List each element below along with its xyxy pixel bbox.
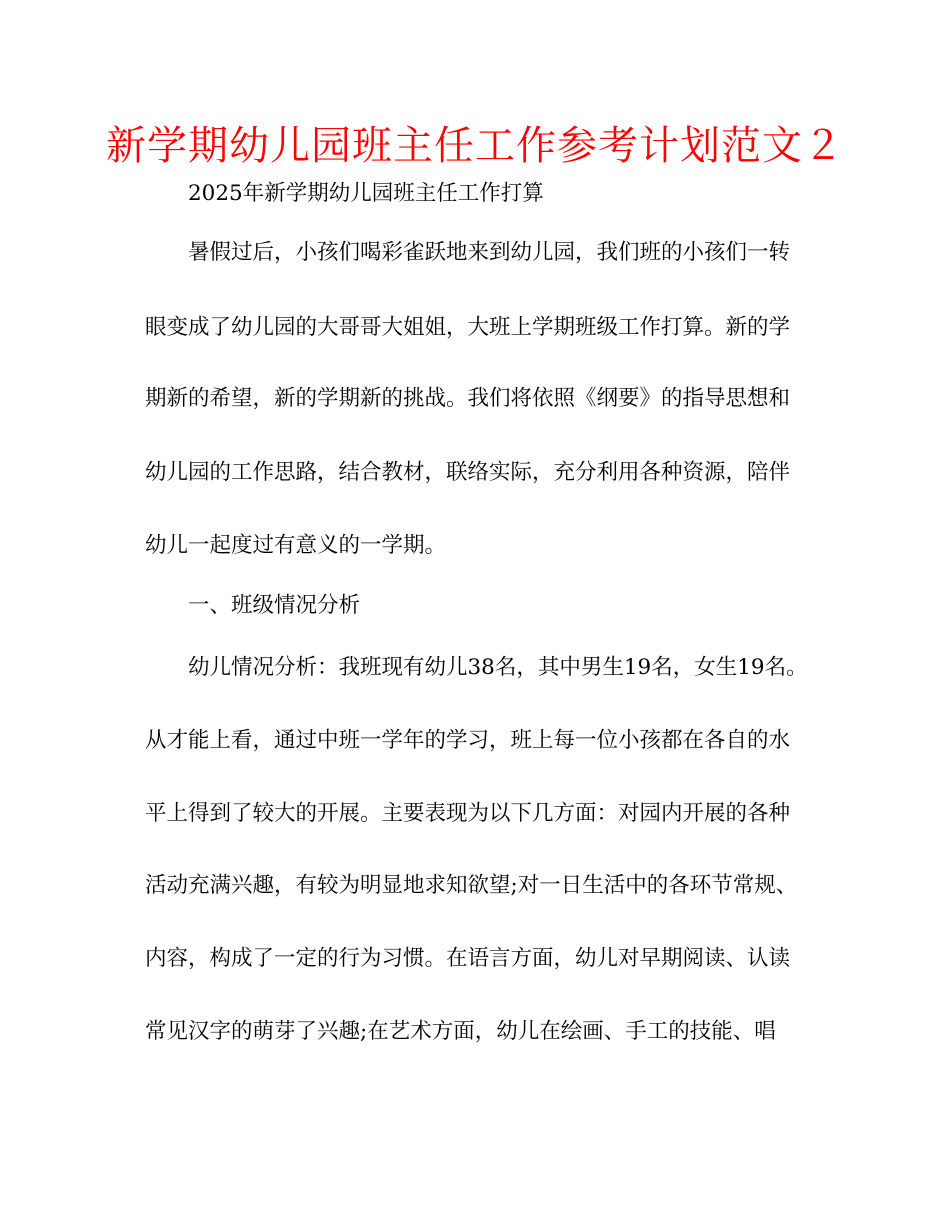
section-heading: 一、班级情况分析	[188, 593, 361, 618]
document-title: 新学期幼儿园班主任工作参考计划范文２	[106, 123, 844, 169]
paragraph-line: 幼儿一起度过有意义的一学期。	[145, 533, 447, 558]
paragraph-line: 期新的希望，新的学期新的挑战。我们将依照《纲要》的指导思想和	[145, 386, 791, 411]
paragraph-line: 眼变成了幼儿园的大哥哥大姐姐，大班上学期班级工作打算。新的学	[145, 315, 791, 340]
paragraph-line: 幼儿园的工作思路，结合教材，联络实际，充分利用各种资源，陪伴	[145, 460, 791, 485]
paragraph-line: 内容，构成了一定的行为习惯。在语言方面，幼儿对早期阅读、认读	[145, 946, 791, 971]
paragraph-line: 平上得到了较大的开展。主要表现为以下几方面：对园内开展的各种	[145, 801, 791, 826]
paragraph-line: 暑假过后，小孩们喝彩雀跃地来到幼儿园，我们班的小孩们一转	[188, 240, 791, 265]
document-subtitle: 2025年新学期幼儿园班主任工作打算	[188, 181, 544, 206]
paragraph-line: 幼儿情况分析：我班现有幼儿38名，其中男生19名，女生19名。	[188, 655, 808, 680]
paragraph-line: 常见汉字的萌芽了兴趣;在艺术方面，幼儿在绘画、手工的技能、唱	[145, 1019, 776, 1044]
paragraph-line: 从才能上看，通过中班一学年的学习，班上每一位小孩都在各自的水	[145, 728, 791, 753]
paragraph-line: 活动充满兴趣，有较为明显地求知欲望;对一日生活中的各环节常规、	[145, 873, 798, 898]
